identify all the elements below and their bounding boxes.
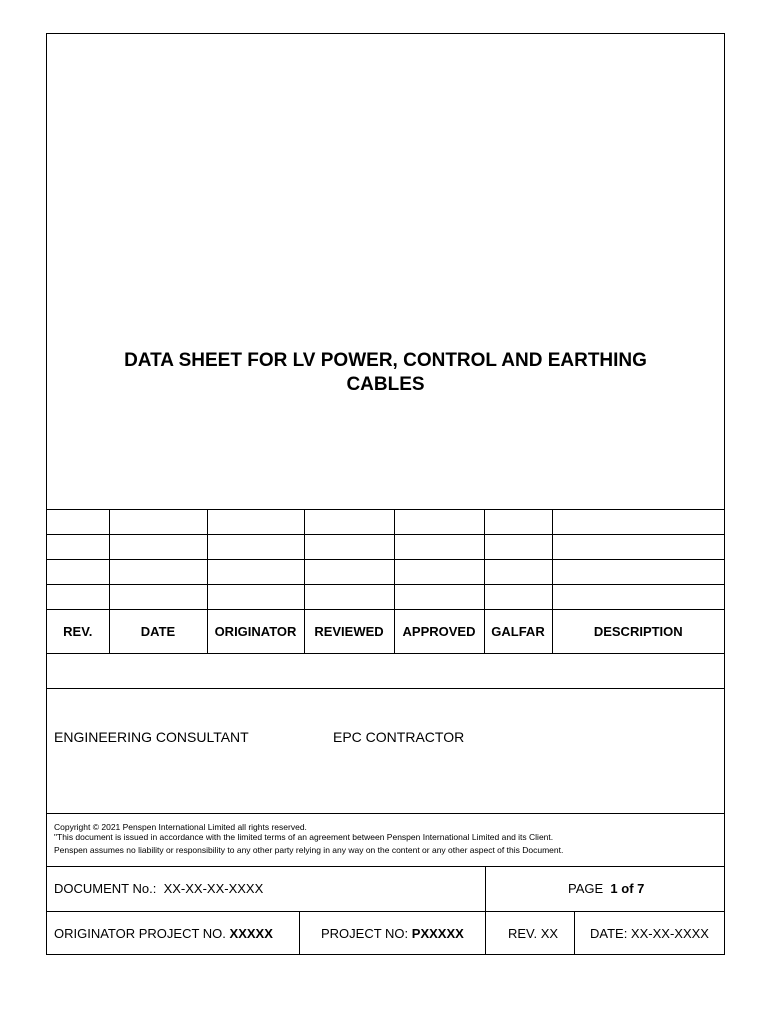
table-cell (109, 560, 207, 585)
document-title (47, 349, 724, 397)
header-date: DATE (109, 610, 207, 654)
document-number-value: XX-XX-XX-XXXX (163, 881, 264, 896)
table-cell (484, 510, 552, 535)
project-number-cell (299, 912, 485, 954)
project-number-label: PROJECT NO: (321, 926, 409, 941)
table-cell (394, 535, 484, 560)
table-cell (207, 510, 304, 535)
project-number-value: PXXXXX (411, 926, 464, 941)
table-cell (394, 510, 484, 535)
date-cell (574, 912, 725, 954)
table-cell (207, 535, 304, 560)
table-cell (552, 535, 724, 560)
originator-project-cell (47, 912, 299, 954)
copyright-line-3: Penspen assumes no liability or responsibility to any other party relying in any way on the content or any other aspect of this Document. (54, 845, 564, 855)
project-number (321, 926, 464, 941)
page-label: PAGE (568, 881, 604, 896)
originator-project-label: ORIGINATOR PROJECT NO. (54, 926, 226, 941)
table-row (47, 560, 724, 585)
revision-table (47, 509, 724, 654)
header-reviewed: REVIEWED (304, 610, 394, 654)
engineering-consultant-label: ENGINEERING CONSULTANT (54, 729, 249, 745)
originator-project (54, 926, 273, 941)
table-cell (109, 510, 207, 535)
parties-section (47, 689, 724, 814)
table-cell (484, 585, 552, 610)
header-rev: REV. (47, 610, 109, 654)
document-date: DATE: XX-XX-XXXX (590, 926, 709, 941)
copyright-line-2: "This document is issued in accordance with the limited terms of an agreement between Penspen International Limited and its Client. (54, 832, 554, 842)
copyright-line-1: Copyright © 2021 Penspen International Limited all rights reserved. (54, 822, 307, 832)
table-cell (47, 510, 109, 535)
table-cell (304, 560, 394, 585)
table-row (47, 510, 724, 535)
table-row (47, 585, 724, 610)
header-approved: APPROVED (394, 610, 484, 654)
table-row (47, 535, 724, 560)
table-cell (394, 585, 484, 610)
revision-cell (485, 912, 574, 954)
table-cell (47, 560, 109, 585)
blank-row (47, 653, 724, 689)
table-cell (552, 510, 724, 535)
table-cell (394, 560, 484, 585)
table-cell (47, 585, 109, 610)
table-cell (304, 510, 394, 535)
table-cell (109, 585, 207, 610)
document-frame (46, 33, 725, 955)
table-cell (47, 535, 109, 560)
page-value: 1 of 7 (610, 881, 645, 896)
table-cell (304, 585, 394, 610)
document-number (54, 881, 263, 896)
document-number-label: DOCUMENT No.: (54, 881, 157, 896)
originator-project-value: XXXXX (229, 926, 273, 941)
epc-contractor-label: EPC CONTRACTOR (333, 729, 465, 745)
copyright-notice (47, 814, 724, 867)
page-number (568, 881, 644, 896)
header-galfar: GALFAR (484, 610, 552, 654)
document-number-row (47, 867, 724, 912)
table-cell (552, 560, 724, 585)
table-cell (207, 560, 304, 585)
table-cell (552, 585, 724, 610)
header-description: DESCRIPTION (552, 610, 724, 654)
revision-number: REV. XX (508, 926, 559, 941)
header-originator: ORIGINATOR (207, 610, 304, 654)
title-line-1: DATA SHEET FOR LV POWER, CONTROL AND EARTHING (124, 350, 647, 371)
table-cell (109, 535, 207, 560)
table-cell (304, 535, 394, 560)
table-cell (207, 585, 304, 610)
title-line-2: CABLES (346, 374, 425, 395)
footer-row (47, 912, 724, 954)
table-header-row (47, 610, 724, 654)
page-cell (485, 867, 726, 911)
table-cell (484, 535, 552, 560)
table-cell (484, 560, 552, 585)
